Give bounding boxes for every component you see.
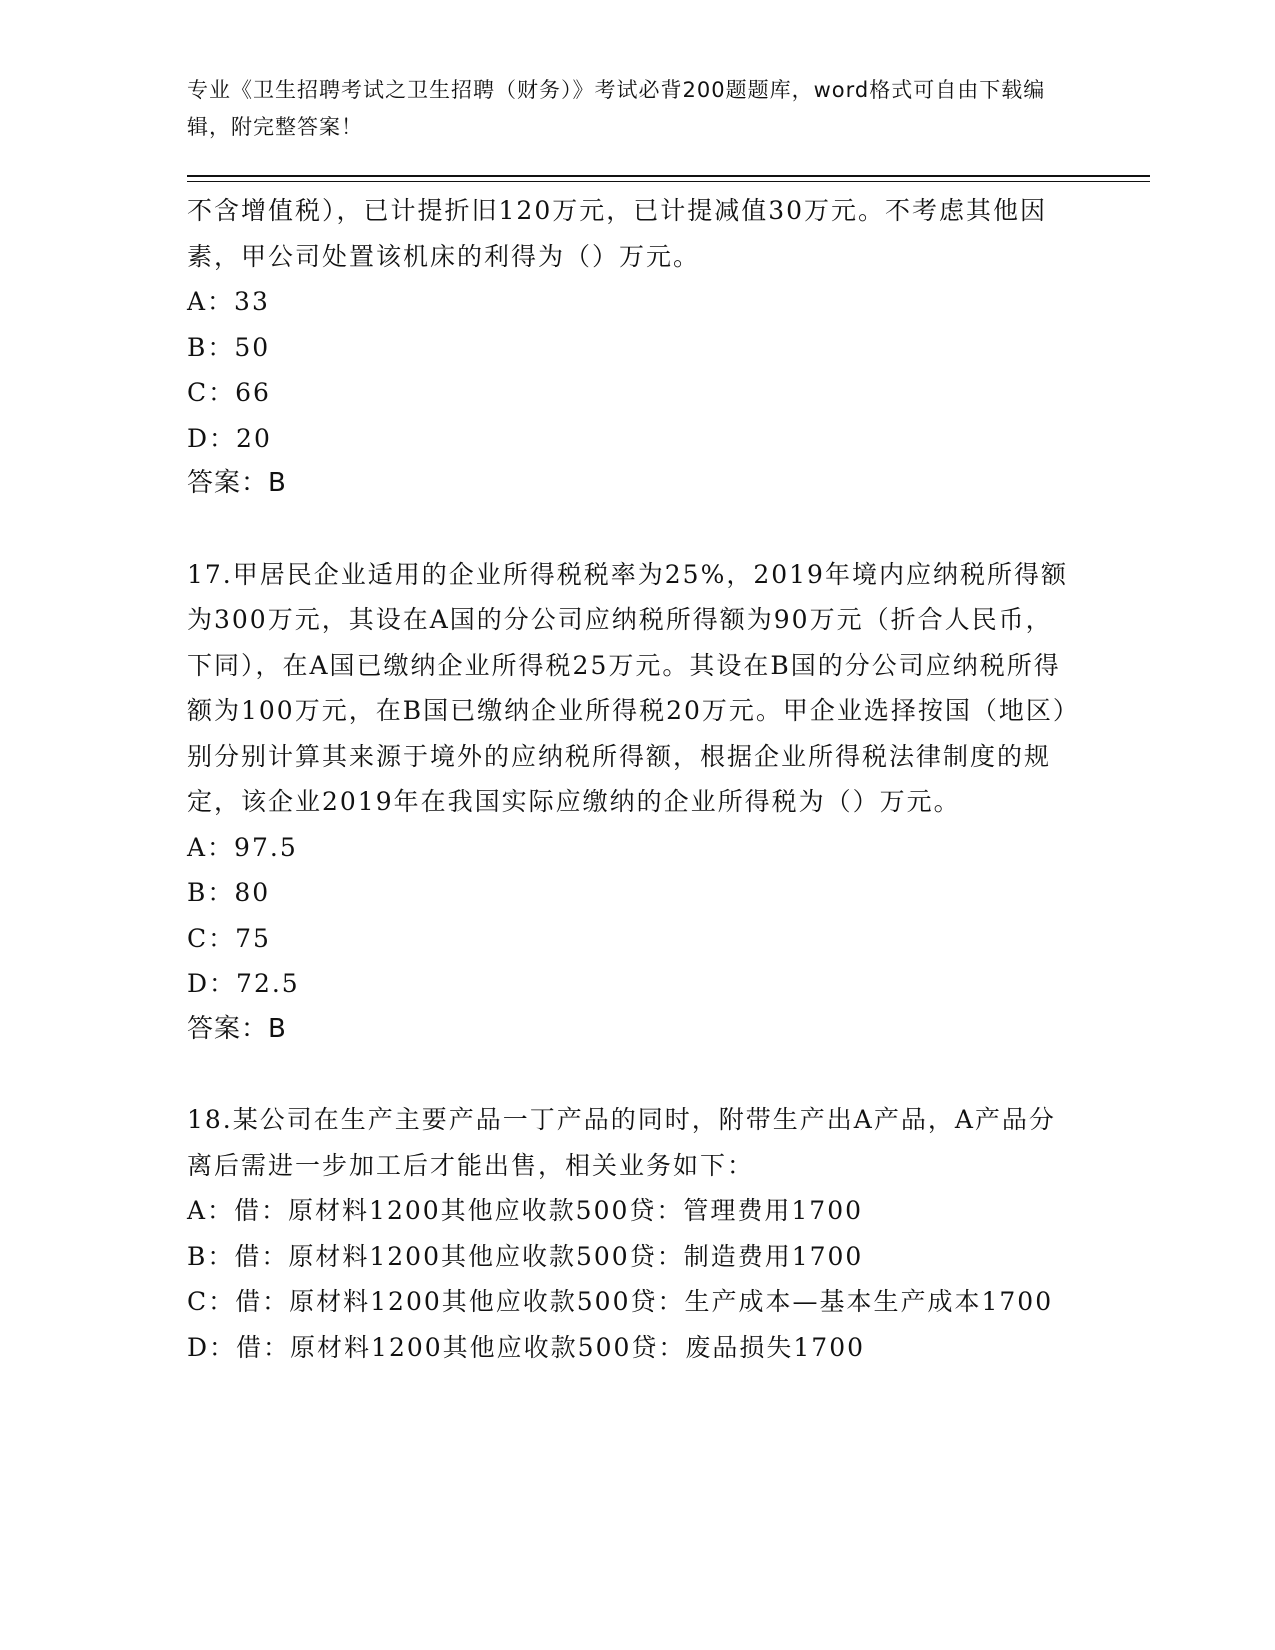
spacer <box>187 1052 1077 1097</box>
header-rule-thin <box>187 181 1150 182</box>
header-rule-thick <box>187 175 1150 177</box>
option-b: B：50 <box>187 332 271 362</box>
option-c: C：66 <box>187 378 271 407</box>
document-body <box>187 188 1077 1370</box>
question-stem: 不含增值税），已计提折旧120万元，已计提减值30万元。不考虑其他因素，甲公司处置该机床的利得为（）万元。 <box>187 196 1048 271</box>
question-18 <box>187 1097 1077 1370</box>
option-b: B：借：原材料1200其他应收款500贷：制造费用1700 <box>187 1241 864 1271</box>
spacer <box>187 507 1077 552</box>
answer-label: 答案：B <box>187 468 287 498</box>
option-b: B：80 <box>187 878 271 907</box>
option-d: D：72.5 <box>187 969 300 998</box>
question-16 <box>187 188 1077 507</box>
option-a: A：97.5 <box>187 832 298 862</box>
document-header: 专业《卫生招聘考试之卫生招聘（财务）》考试必背200题题库，word格式可自由下载编辑，附完整答案！ <box>187 78 1046 139</box>
question-stem: 17.甲居民企业适用的企业所得税税率为25%，2019年境内应纳税所得额为300万元，其设在A国的分公司应纳税所得额为90万元（折合人民币，下同），在A国已缴纳企业所得税25万元。其设在B国的分公司应纳税所得额为100万元，在B国已缴纳企业所得税20万元。甲企业选择按国（地区）别分别计算其来源于境外的应纳税所得额，根据企业所得税法律制度的规定，该企业2019年在我国实际应缴纳的企业所得税为（）万元。 <box>187 559 1068 816</box>
option-c: C：借：原材料1200其他应收款500贷：生产成本—基本生产成本1700 <box>187 1287 1054 1316</box>
option-d: D：20 <box>187 423 272 453</box>
option-a: A：借：原材料1200其他应收款500贷：管理费用1700 <box>187 1196 864 1225</box>
option-a: A：33 <box>187 287 270 316</box>
option-d: D：借：原材料1200其他应收款500贷：废品损失1700 <box>187 1332 866 1362</box>
answer-label: 答案：B <box>187 1013 287 1044</box>
question-17 <box>187 552 1077 1053</box>
question-stem: 18.某公司在生产主要产品一丁产品的同时，附带生产出A产品，A产品分离后需进一步加工后才能出售，相关业务如下： <box>187 1105 1056 1180</box>
option-c: C：75 <box>187 923 271 953</box>
